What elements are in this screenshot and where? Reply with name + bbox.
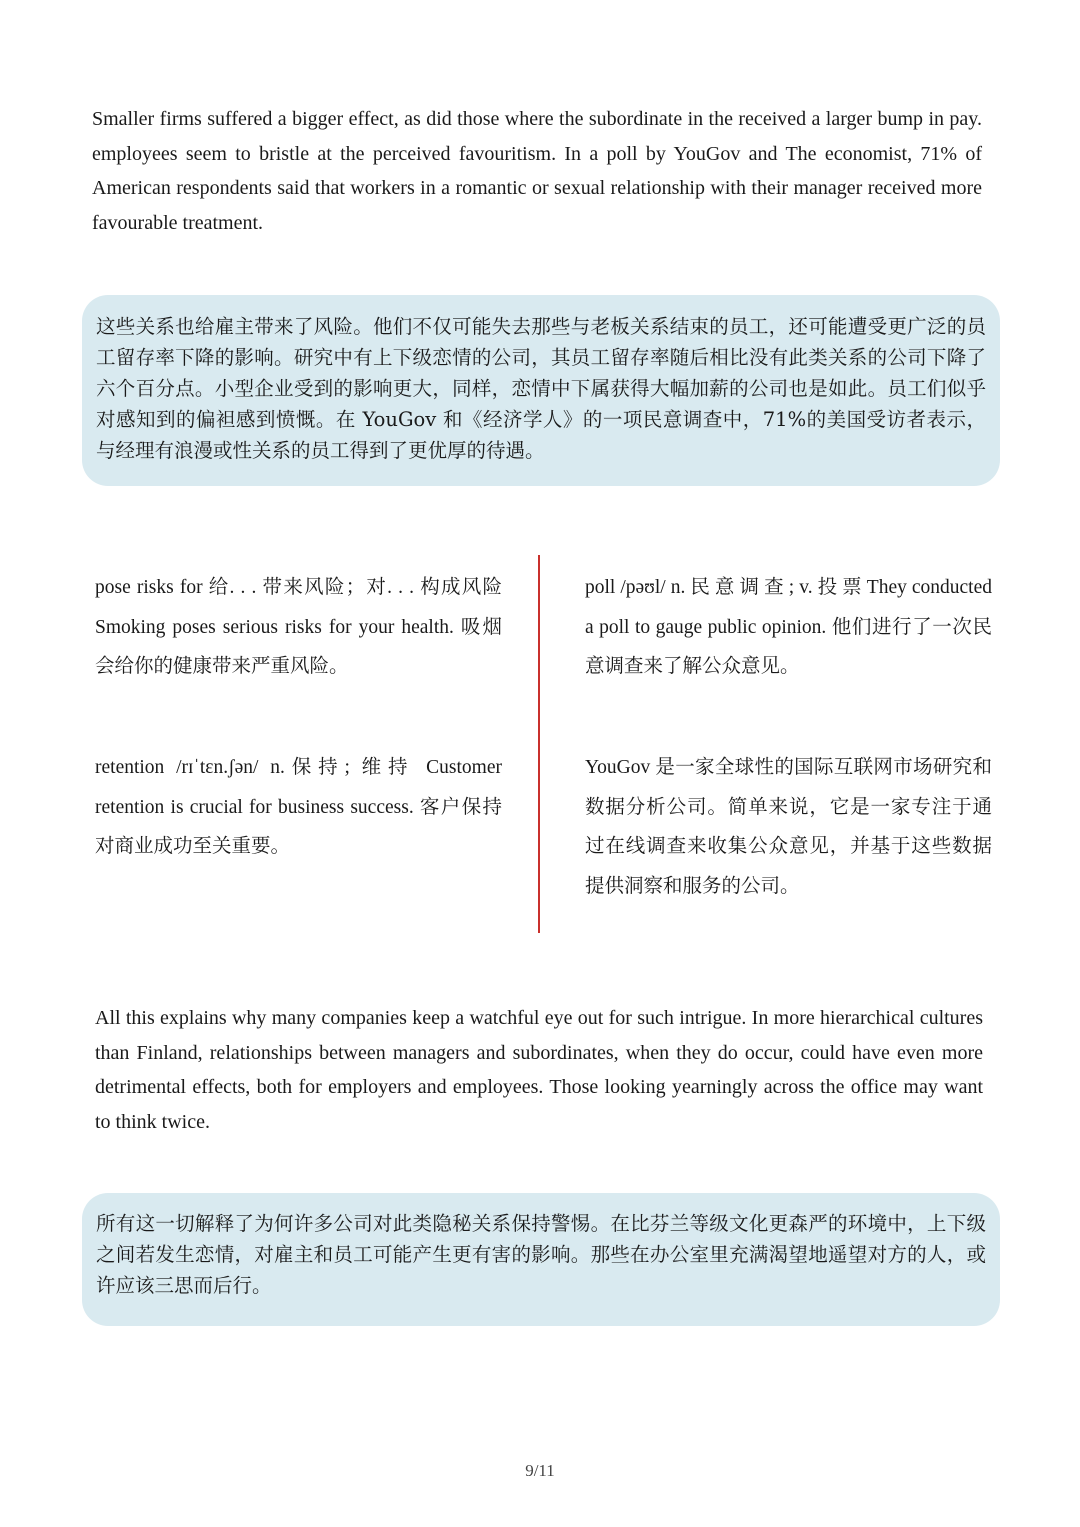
english-paragraph-1: Smaller firms suffered a bigger effect, as did those where the subordinate in the received a larger bump in pay. employees seem to bristle at the perceived favouritism. In a poll by YouGov and The economist, 71% of American respondents said that workers in a romantic or sexual relationship with their manager received more favourable treatment. (92, 108, 982, 234)
vocab-column-divider (538, 555, 540, 933)
vocab-entry-pose-risks: pose risks for 给. . . 带来风险；对. . . 构成风险 Smoking poses serious risks for your health. 吸烟会给你的健康带来严重风险。 (95, 577, 502, 677)
english-paragraph-2: All this explains why many companies keep a watchful eye out for such intrigue. In more hierarchical cultures than Finland, relationships between managers and subordinates, when they do occur, could have even more detrimental effects, both for employers and employees. Those looking yearningly across the office may want to think twice. (95, 1007, 983, 1133)
chinese-translation-box-2 (82, 1193, 1000, 1326)
chinese-translation-text-1: 这些关系也给雇主带来了风险。他们不仅可能失去那些与老板关系结束的员工，还可能遭受更广泛的员工留存率下降的影响。研究中有上下级恋情的公司，其员工留存率随后相比没有此类关系的公司下降了六个百分点。小型企业受到的影响更大，同样，恋情中下属获得大幅加薪的公司也是如此。员工们似乎对感知到的偏袒感到愤慨。在 YouGov 和《经济学人》的一项民意调查中，71%的美国受访者表示，与经理有浪漫或性关系的员工得到了更优厚的待遇。 (96, 315, 986, 462)
vocab-entry-yougov: YouGov 是一家全球性的国际互联网市场研究和数据分析公司。简单来说，它是一家专注于通过在线调查来收集公众意见，并基于这些数据提供洞察和服务的公司。 (585, 757, 992, 897)
page-number: 9/11 (525, 1461, 555, 1480)
chinese-translation-text-2: 所有这一切解释了为何许多公司对此类隐秘关系保持警惕。在比芬兰等级文化更森严的环境中，上下级之间若发生恋情，对雇主和员工可能产生更有害的影响。那些在办公室里充满渴望地遥望对方的人，或许应该三思而后行。 (96, 1212, 986, 1297)
vocab-entry-retention: retention /rɪˈtɛn.ʃən/ n.保持; 维持 Customer retention is crucial for business success. 客户保持对商业成功至关重要。 (95, 757, 502, 857)
vocab-entry-poll: poll /pəʊl/ n. 民 意 调 查 ; v. 投 票 They conducted a poll to gauge public opinion. 他们进行了一次民意调查来了解公众意见。 (585, 577, 992, 677)
chinese-translation-box-1 (82, 295, 1000, 486)
